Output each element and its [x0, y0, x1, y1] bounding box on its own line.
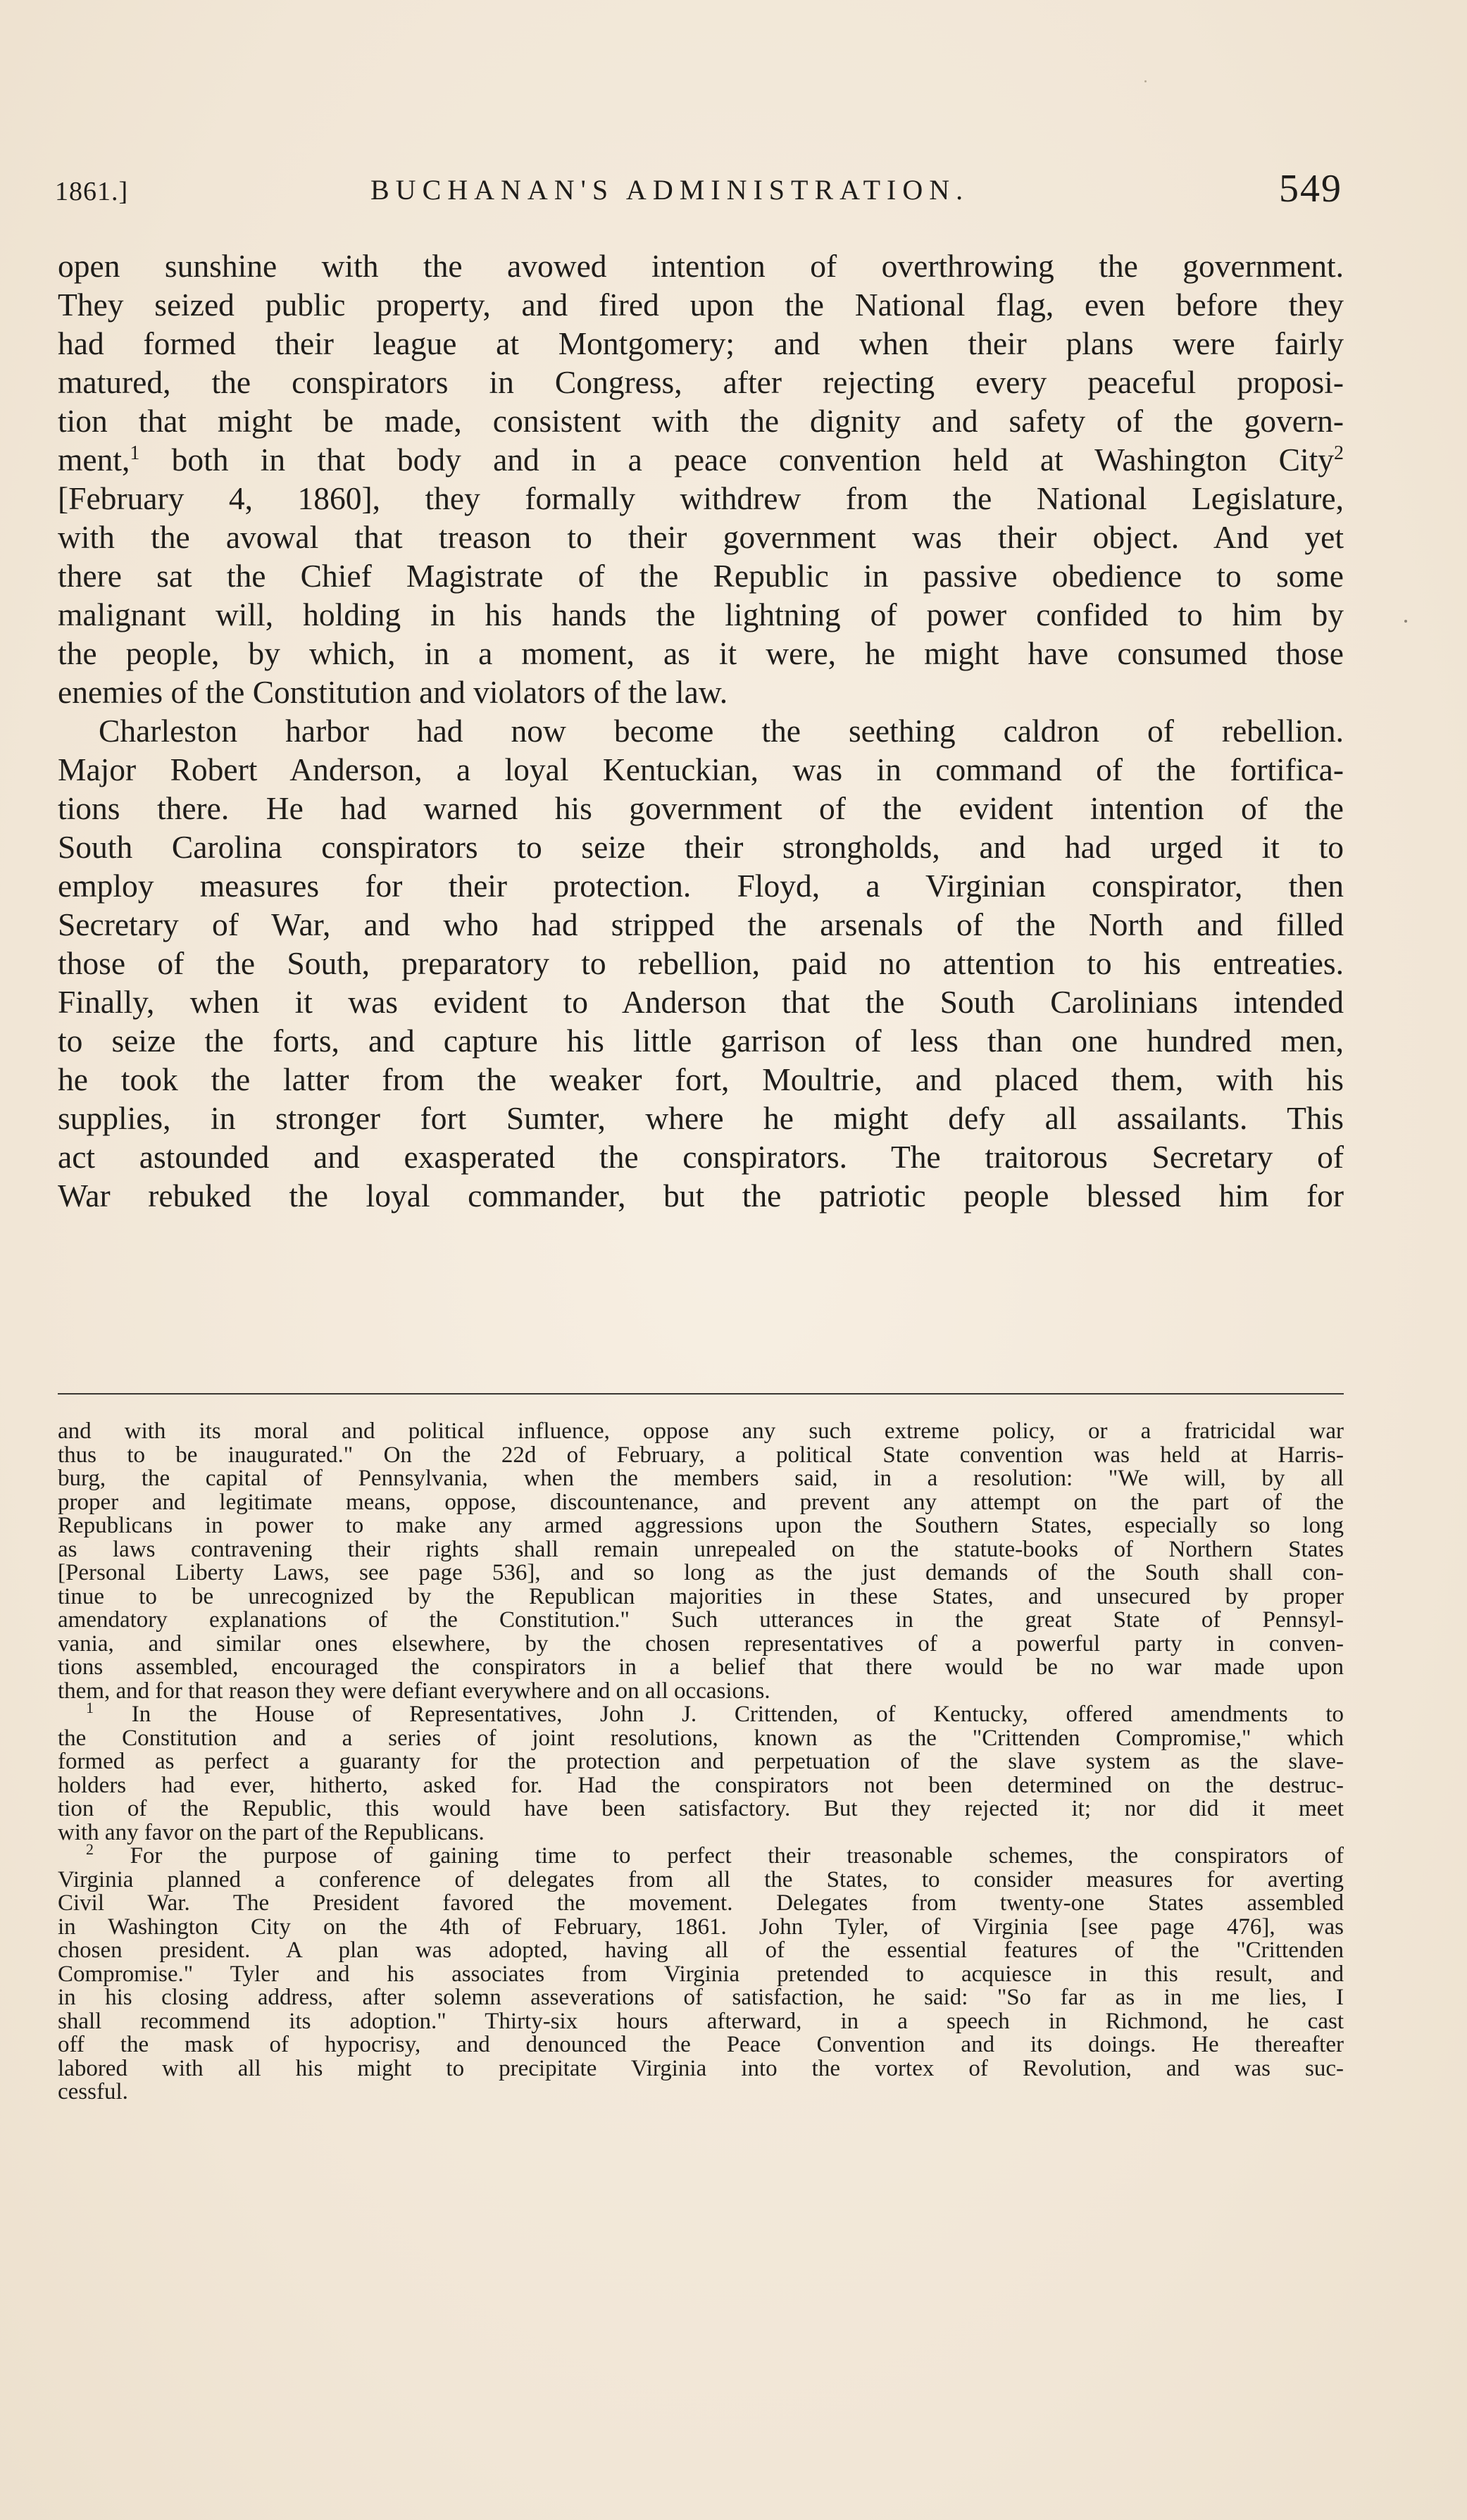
footnote-line: them, and for that reason they were defiant everywhere and on all occasions. [58, 1678, 770, 1704]
footnote-2-line: off the mask of hypocrisy, and denounced the Peace Convention and its doings. He thereafter [58, 2032, 1344, 2057]
body-line: had formed their league at Montgomery; and when their plans were fairly [58, 325, 1344, 361]
footnote-divider [58, 1393, 1344, 1395]
footnote-2-line [58, 1840, 1344, 1869]
paper-speck [1404, 620, 1407, 623]
footnote-1-line: the Constitution and a series of joint resolutions, known as the "Crittenden Compromise," which [58, 1725, 1344, 1751]
body-line: supplies, in stronger fort Sumter, where he might defy all assailants. This [58, 1100, 1344, 1136]
footnote-2-line: in his closing address, after solemn asseverations of satisfaction, he said: "So far as in me lies, I [58, 1985, 1344, 2010]
footnote-1-line: tion of the Republic, this would have been satisfactory. But they rejected it; nor did it meet [58, 1796, 1344, 1821]
body-text [58, 247, 1344, 1215]
body-line: [February 4, 1860], they formally withdrew from the National Legislature, [58, 480, 1344, 516]
body-line: the people, by which, in a moment, as it were, he might have consumed those [58, 635, 1344, 671]
body-line: matured, the conspirators in Congress, after rejecting every peaceful proposi- [58, 364, 1344, 400]
body-line: They seized public property, and fired upon the National flag, even before they [58, 287, 1344, 323]
body-line: malignant will, holding in his hands the lightning of power confided to him by [58, 597, 1344, 632]
body-line: Major Robert Anderson, a loyal Kentuckian, was in command of the fortifica- [58, 751, 1344, 787]
body-line: War rebuked the loyal commander, but the patriotic people blessed him for [58, 1178, 1344, 1214]
footnote-1-line: with any favor on the part of the Republicans. [58, 1819, 485, 1845]
footnote-2-line: Compromise." Tyler and his associates from Virginia pretended to acquiesce in this result, and [58, 1961, 1344, 1987]
body-line: act astounded and exasperated the conspirators. The traitorous Secretary of [58, 1139, 1344, 1175]
footnotes [58, 1420, 1344, 2104]
header-year: 1861.] [55, 177, 129, 206]
body-line: to seize the forts, and capture his little garrison of less than one hundred men, [58, 1023, 1344, 1059]
footnote-2-line: Virginia planned a conference of delegates from all the States, to consider measures for averting [58, 1866, 1344, 1892]
body-line: South Carolina conspirators to seize their strongholds, and had urged it to [58, 829, 1344, 865]
body-line: tion that might be made, consistent with the dignity and safety of the govern- [58, 403, 1344, 439]
footnote-2-line: chosen president. A plan was adopted, having all of the essential features of the "Crittenden [58, 1938, 1344, 1963]
footnote-2-line: in Washington City on the 4th of February, 1861. John Tyler, of Virginia [see page 476], was [58, 1914, 1344, 1940]
footnote-line: [Personal Liberty Laws, see page 536], and so long as the just demands of the South shall con- [58, 1560, 1344, 1585]
body-line: Finally, when it was evident to Anderson that the South Carolinians intended [58, 984, 1344, 1020]
footnote-text-run: In the House of Representatives, John J. Crittenden, of Kentucky, offered amendments to [94, 1702, 1344, 1727]
body-line: with the avowal that treason to their government was their object. And yet [58, 519, 1344, 555]
body-text-run: both in that body and in a peace convention held at Washington City [139, 442, 1334, 478]
footnote-line: burg, the capital of Pennsylvania, when the members said, in a resolution: "We will, by all [58, 1466, 1344, 1491]
footnote-2-marker: 2 [86, 1840, 94, 1858]
footnote-1-marker: 1 [86, 1699, 94, 1716]
footnote-line: amendatory explanations of the Constitution." Such utterances in the great State of Pennsyl- [58, 1607, 1344, 1633]
footnote-line: proper and legitimate means, oppose, discountenance, and prevent any attempt on the part of the [58, 1489, 1344, 1515]
body-line: open sunshine with the avowed intention of overthrowing the government. [58, 248, 1344, 284]
footnote-1-line [58, 1699, 1344, 1727]
page-number: 549 [1279, 167, 1342, 211]
footnote-line: tinue to be unrecognized by the Republican majorities in these States, and unsecured by proper [58, 1583, 1344, 1609]
footnote-2-line: shall recommend its adoption." Thirty-six hours afterward, in a speech in Richmond, he cast [58, 2008, 1344, 2034]
body-line: Secretary of War, and who had stripped the arsenals of the North and filled [58, 906, 1344, 942]
body-line: enemies of the Constitution and violators of the law. [58, 674, 728, 710]
body-line: there sat the Chief Magistrate of the Republic in passive obedience to some [58, 558, 1344, 594]
header-title: BUCHANAN'S ADMINISTRATION. [370, 174, 970, 206]
body-line [58, 440, 1344, 479]
footnote-1-line: formed as perfect a guaranty for the protection and perpetuation of the slave system as the slave- [58, 1749, 1344, 1774]
footnote-line: vania, and similar ones elsewhere, by the chosen representatives of a powerful party in conven- [58, 1630, 1344, 1657]
body-line: employ measures for their protection. Floyd, a Virginian conspirator, then [58, 868, 1344, 904]
running-head [55, 163, 1342, 220]
footnote-1-line: holders had ever, hitherto, asked for. Had the conspirators not been determined on the destruc- [58, 1772, 1344, 1798]
footnote-2-line: Civil War. The President favored the movement. Delegates from twenty-one States assembled [58, 1890, 1344, 1916]
footnote-line: as laws contravening their rights shall remain unrepealed on the statute-books of Northern States [58, 1536, 1344, 1562]
body-text-run: ment, [58, 442, 130, 478]
footnote-2-line: labored with all his might to precipitate Virginia into the vortex of Revolution, and was suc- [58, 2055, 1344, 2081]
footnote-line: and with its moral and political influence, oppose any such extreme policy, or a fratricidal war [58, 1418, 1344, 1444]
footnote-ref-2: 2 [1334, 442, 1344, 464]
body-line: those of the South, preparatory to rebellion, paid no attention to his entreaties. [58, 945, 1344, 981]
body-line: he took the latter from the weaker fort, Moultrie, and placed them, with his [58, 1061, 1344, 1097]
footnote-text-run: For the purpose of gaining time to perfect their treasonable schemes, the conspirators of [94, 1843, 1344, 1869]
footnote-line: Republicans in power to make any armed aggressions upon the Southern States, especially so long [58, 1513, 1344, 1538]
footnote-2-line: cessful. [58, 2079, 128, 2104]
footnote-line: tions assembled, encouraged the conspirators in a belief that there would be no war made upon [58, 1654, 1344, 1680]
paper-speck [1144, 80, 1147, 82]
body-line: Charleston harbor had now become the seething caldron of rebellion. [99, 713, 1344, 749]
footnote-line: thus to be inaugurated." On the 22d of February, a political State convention was held at Harris- [58, 1442, 1344, 1468]
footnote-ref-1: 1 [130, 442, 140, 464]
body-line: tions there. He had warned his government of the evident intention of the [58, 790, 1344, 826]
